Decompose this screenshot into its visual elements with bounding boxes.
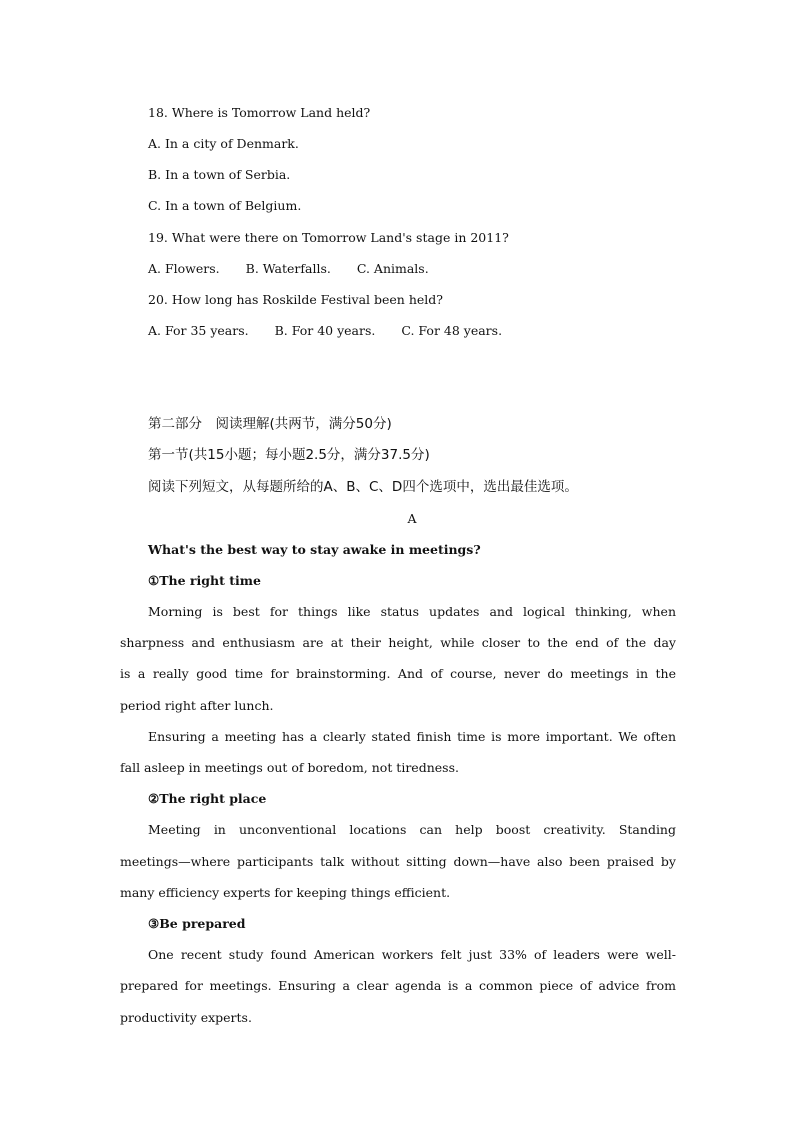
passage-label: A (407, 511, 417, 526)
question-19: 19. What were there on Tomorrow Land's stage in 2011? (148, 230, 509, 245)
paragraph-line: Ensuring a meeting has a clearly stated finish time is more important. We often (148, 729, 676, 744)
question-20: 20. How long has Roskilde Festival been held? (148, 292, 443, 307)
question-18: 18. Where is Tomorrow Land held? (148, 105, 371, 120)
q18-option-a: A. In a city of Denmark. (148, 136, 299, 151)
paragraph-line: period right after lunch. (120, 698, 274, 713)
paragraph-line: One recent study found American workers felt just 33% of leaders were well- (148, 947, 676, 962)
q19-options (148, 261, 704, 277)
passage-title: What's the best way to stay awake in meetings? (148, 542, 481, 557)
q20-option-b: B. For 40 years. (274, 323, 376, 338)
q19-option-b: B. Waterfalls. (245, 261, 331, 276)
paragraph-line: prepared for meetings. Ensuring a clear agenda is a common piece of advice from (120, 978, 676, 993)
section1-heading: 第一节(共15小题；每小题2.5分，满分37.5分) (148, 447, 430, 463)
paragraph-line: sharpness and enthusiasm are at their height, while closer to the end of the day (120, 635, 676, 650)
paragraph-line: is a really good time for brainstorming. And of course, never do meetings in the (120, 666, 676, 681)
paragraph-line: Meeting in unconventional locations can help boost creativity. Standing (148, 822, 676, 837)
section-heading-time: ①The right time (148, 573, 261, 588)
q19-option-c: C. Animals. (356, 261, 429, 276)
part2-heading: 第二部分 阅读理解(共两节，满分50分) (148, 416, 392, 432)
paragraph-line: many efficiency experts for keeping things efficient. (120, 885, 451, 900)
paragraph-line: fall asleep in meetings out of boredom, not tiredness. (120, 760, 459, 775)
q18-option-c: C. In a town of Belgium. (148, 198, 302, 213)
q20-option-c: C. For 48 years. (401, 323, 503, 338)
part2-instruction: 阅读下列短文，从每题所给的A、B、C、D四个选项中，选出最佳选项。 (148, 479, 578, 495)
q20-option-a: A. For 35 years. (148, 323, 249, 338)
q19-option-a: A. Flowers. (148, 261, 220, 276)
q20-options (148, 323, 704, 339)
q18-option-b: B. In a town of Serbia. (148, 167, 291, 182)
section-heading-prepared: ③Be prepared (148, 916, 246, 931)
paragraph-line: meetings—where participants talk without sitting down—have also been praised by (120, 854, 676, 869)
section-heading-place: ②The right place (148, 791, 267, 806)
paragraph-line: productivity experts. (120, 1010, 252, 1025)
paragraph-line: Morning is best for things like status updates and logical thinking, when (148, 604, 676, 619)
